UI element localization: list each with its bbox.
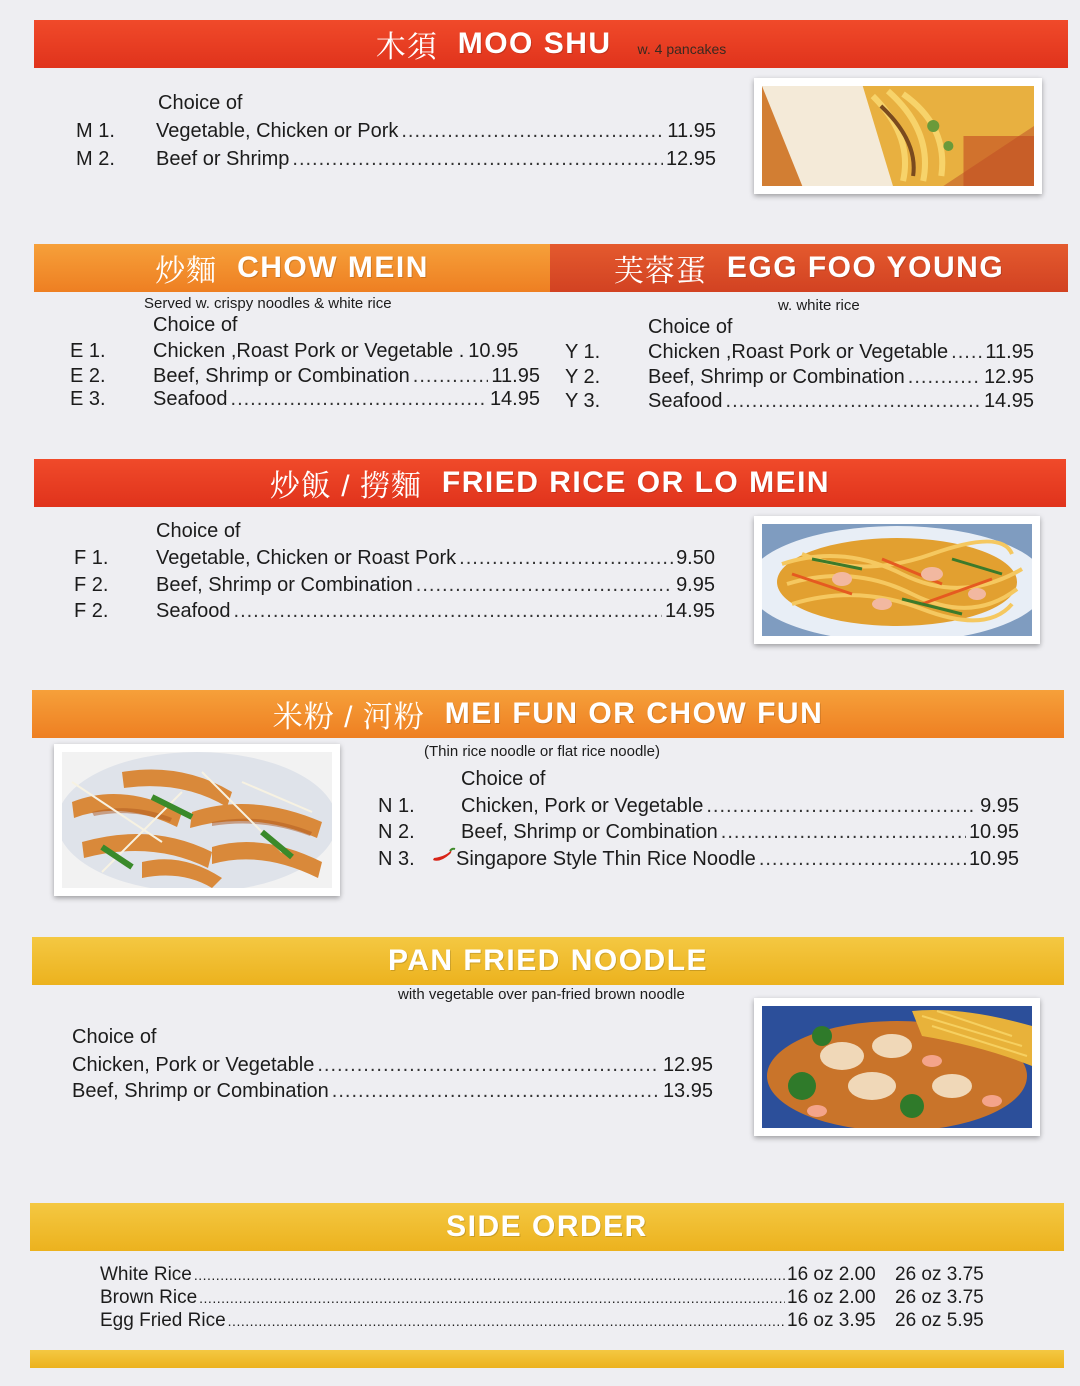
item-price: 9.95 — [980, 795, 1019, 817]
chow-mein-chinese-title: 炒麵 — [155, 255, 218, 288]
dot-leader — [951, 341, 982, 364]
item-price: 10.95 — [968, 821, 1019, 843]
dot-leader — [706, 795, 977, 818]
item-code: E 3. — [70, 388, 106, 410]
item-price: 12.95 — [983, 366, 1034, 388]
item-code: Y 2. — [565, 366, 601, 388]
item-label: Beef, Shrimp or Combination — [153, 365, 410, 387]
menu-item-pan-fried-2 — [72, 1080, 713, 1103]
item-code: N 3. — [378, 848, 415, 870]
dot-leader — [292, 148, 663, 171]
pan-fried-noodle-note: with vegetable over pan-fried brown noodle — [398, 986, 685, 1003]
side-item-price-16oz: 16 oz 2.00 — [787, 1287, 876, 1308]
menu-item-m2 — [76, 148, 716, 171]
item-label: Beef or Shrimp — [156, 148, 290, 170]
chow-mein-title: CHOW MEIN — [237, 251, 429, 284]
chili-pepper-icon — [430, 847, 456, 871]
item-code: M 2. — [76, 148, 115, 170]
item-code: Y 3. — [565, 390, 601, 412]
item-label: Beef, Shrimp or Combination — [156, 574, 413, 596]
fried-rice-header — [34, 459, 1066, 507]
item-label: Seafood — [156, 600, 231, 622]
fried-rice-chinese-title: 炒飯 / 撈麵 — [269, 470, 422, 503]
egg-foo-young-note: w. white rice — [778, 297, 860, 314]
item-code: Y 1. — [565, 341, 601, 363]
moo-shu-chinese-title: 木須 — [375, 31, 438, 64]
side-item-price-16oz: 16 oz 3.95 — [787, 1310, 876, 1331]
moo-shu-title: MOO SHU — [457, 27, 612, 60]
side-item-label: Brown Rice — [100, 1287, 198, 1308]
item-price: 14.95 — [489, 388, 540, 410]
menu-item-e3 — [70, 388, 540, 411]
side-item-label: White Rice — [100, 1264, 192, 1285]
egg-foo-young-header — [550, 244, 1068, 292]
dot-leader — [413, 365, 489, 388]
item-price: 11.95 — [491, 365, 540, 387]
menu-item-f3 — [74, 600, 715, 623]
item-price: 11.95 — [667, 120, 716, 142]
item-label: Chicken ,Roast Pork or Vegetable . — [153, 340, 465, 362]
menu-item-e1 — [70, 340, 540, 363]
menu-item-n1 — [378, 795, 1019, 818]
lo-mein-photo — [754, 516, 1040, 644]
pan-fried-noodle-header — [32, 937, 1064, 985]
pan-fried-noodle-photo — [754, 998, 1040, 1136]
item-price: 14.95 — [983, 390, 1034, 412]
item-label: Beef, Shrimp or Combination — [648, 366, 905, 388]
menu-item-n3 — [378, 847, 1019, 871]
dot-leader — [459, 547, 673, 570]
dot-leader — [228, 1313, 785, 1329]
menu-item-y2 — [565, 366, 1034, 389]
item-price: 9.95 — [676, 574, 715, 596]
dot-leader — [726, 390, 981, 413]
dot-leader — [317, 1054, 660, 1077]
item-price: 11.95 — [985, 341, 1034, 363]
dot-leader — [759, 848, 966, 871]
item-price: 10.95 — [968, 848, 1019, 870]
side-item-price-26oz: 26 oz 5.95 — [895, 1310, 984, 1331]
mei-fun-choice-label: Choice of — [461, 768, 546, 790]
item-label: Chicken, Pork or Vegetable — [72, 1054, 315, 1076]
dot-leader — [332, 1080, 660, 1103]
item-label: Vegetable, Chicken or Roast Pork — [156, 547, 457, 569]
dot-leader — [199, 1290, 785, 1306]
mei-fun-chinese-title: 米粉 / 河粉 — [272, 701, 425, 734]
dot-leader — [231, 388, 487, 411]
mei-fun-title: MEI FUN OR CHOW FUN — [444, 697, 824, 730]
item-label: Vegetable, Chicken or Pork — [156, 120, 399, 142]
dot-leader — [416, 574, 673, 597]
item-label: Singapore Style Thin Rice Noodle — [456, 848, 756, 870]
item-code: F 2. — [74, 574, 109, 596]
side-item-egg-fried-rice — [100, 1310, 995, 1332]
chow-fun-photo — [54, 744, 340, 896]
menu-item-y3 — [565, 390, 1034, 413]
fried-rice-title: FRIED RICE OR LO MEIN — [441, 466, 831, 499]
side-item-brown-rice — [100, 1287, 995, 1309]
menu-item-y1 — [565, 341, 1034, 364]
item-code: M 1. — [76, 120, 115, 142]
item-label: Beef, Shrimp or Combination — [72, 1080, 329, 1102]
item-price: 14.95 — [664, 600, 715, 622]
dot-leader — [234, 600, 662, 623]
side-item-price-26oz: 26 oz 3.75 — [895, 1287, 984, 1308]
item-price: 12.95 — [665, 148, 716, 170]
chow-mein-choice-label: Choice of — [153, 314, 238, 336]
chow-mein-note: Served w. crispy noodles & white rice — [144, 295, 392, 312]
dot-leader — [401, 120, 664, 143]
item-code: F 1. — [74, 547, 109, 569]
mei-fun-header — [32, 690, 1064, 738]
side-item-white-rice — [100, 1264, 995, 1286]
item-code: N 2. — [378, 821, 415, 843]
bottom-stripe — [30, 1350, 1064, 1368]
item-code: N 1. — [378, 795, 415, 817]
item-label: Seafood — [648, 390, 723, 412]
item-label: Beef, Shrimp or Combination — [461, 821, 718, 843]
side-item-price-26oz: 26 oz 3.75 — [895, 1264, 984, 1285]
item-price: 13.95 — [662, 1080, 713, 1102]
item-code: E 2. — [70, 365, 106, 387]
menu-item-m1 — [76, 120, 716, 143]
menu-item-f2 — [74, 574, 715, 597]
menu-item-pan-fried-1 — [72, 1054, 713, 1077]
item-label: Chicken, Pork or Vegetable — [461, 795, 704, 817]
side-order-header — [30, 1203, 1064, 1251]
moo-shu-photo — [754, 78, 1042, 194]
item-label: Chicken ,Roast Pork or Vegetable — [648, 341, 949, 363]
side-item-label: Egg Fried Rice — [100, 1310, 226, 1331]
item-price: 10.95 — [468, 340, 519, 362]
item-label: Seafood — [153, 388, 228, 410]
egg-foo-young-chinese-title: 芙蓉蛋 — [613, 255, 707, 288]
pan-fried-noodle-title: PAN FRIED NOODLE — [387, 944, 709, 977]
item-price: 12.95 — [662, 1054, 713, 1076]
menu-item-e2 — [70, 365, 540, 388]
chow-mein-header — [34, 244, 550, 292]
moo-shu-subtitle: w. 4 pancakes — [637, 41, 727, 57]
egg-foo-young-choice-label: Choice of — [648, 316, 733, 338]
menu-item-f1 — [74, 547, 715, 570]
menu-item-n2 — [378, 821, 1019, 844]
item-code: E 1. — [70, 340, 106, 362]
side-order-title: SIDE ORDER — [446, 1210, 648, 1243]
dot-leader — [908, 366, 981, 389]
dot-leader — [721, 821, 966, 844]
moo-shu-header — [34, 20, 1068, 68]
item-code: F 2. — [74, 600, 109, 622]
item-price: 9.50 — [676, 547, 715, 569]
fried-rice-choice-label: Choice of — [156, 520, 241, 542]
dot-leader — [194, 1267, 785, 1283]
moo-shu-choice-label: Choice of — [158, 92, 243, 114]
pan-fried-choice-label: Choice of — [72, 1026, 157, 1048]
egg-foo-young-title: EGG FOO YOUNG — [726, 251, 1005, 284]
mei-fun-note: (Thin rice noodle or flat rice noodle) — [424, 743, 660, 760]
side-item-price-16oz: 16 oz 2.00 — [787, 1264, 876, 1285]
